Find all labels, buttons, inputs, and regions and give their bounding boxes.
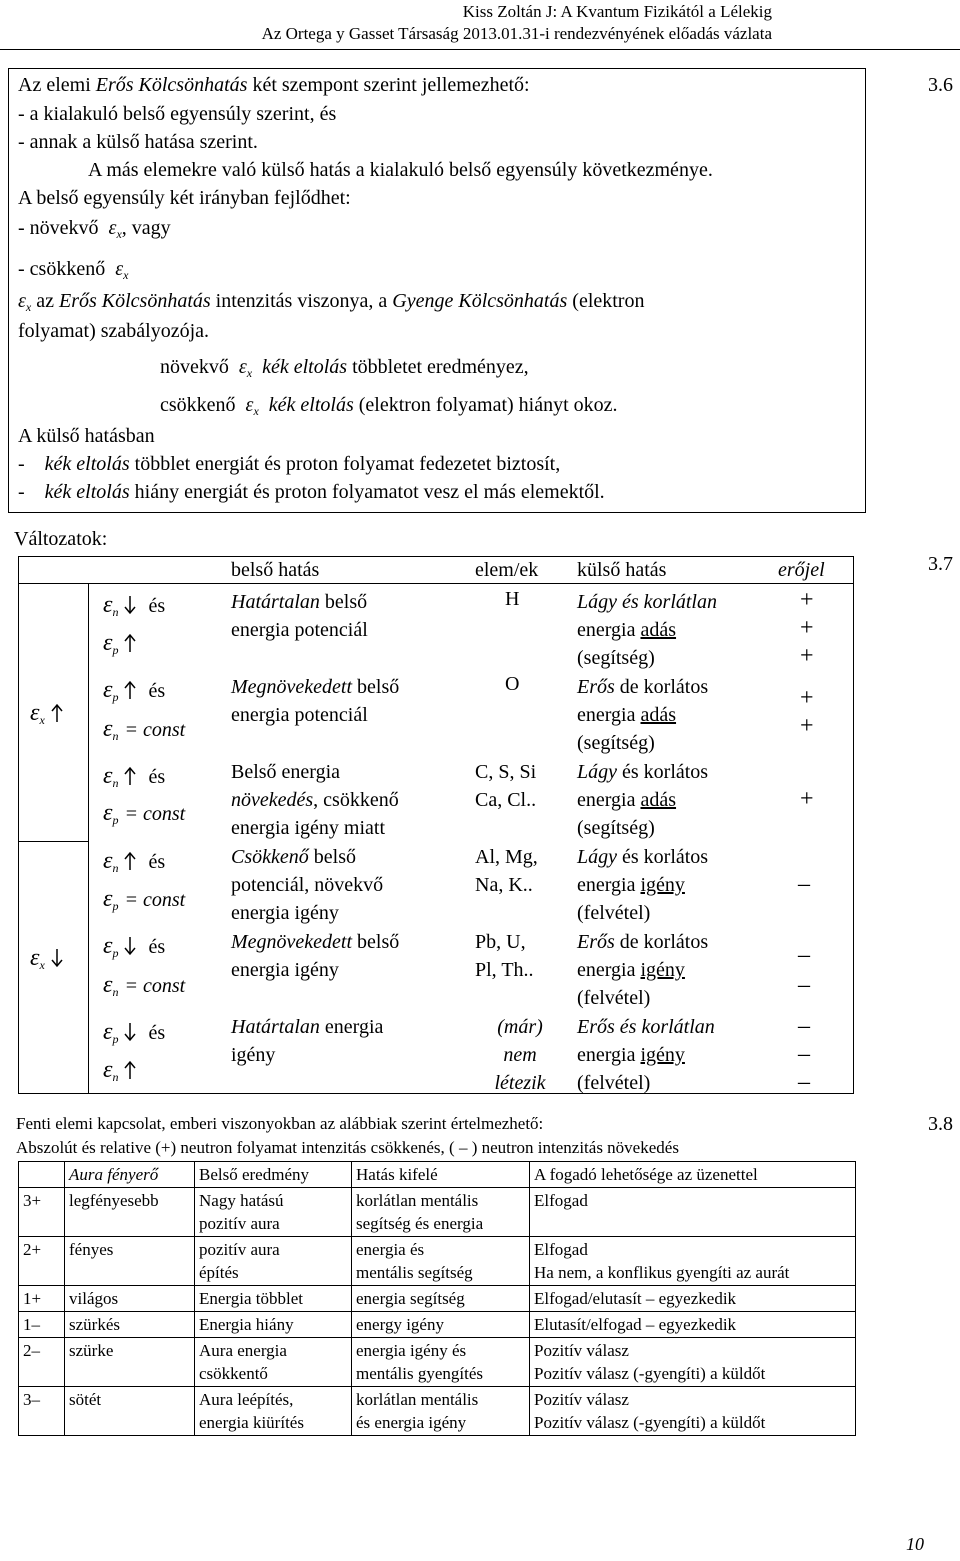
- variants-left-rule: [18, 556, 19, 1094]
- row1-eps-p: $\varepsilon_p$: [103, 630, 142, 658]
- table-cell: sötét: [65, 1387, 195, 1436]
- table-cell: Elutasít/elfogad – egyezkedik: [530, 1312, 856, 1338]
- row4-elem: Al, Mg, Na, K..: [475, 846, 538, 896]
- table-cell: 2–: [19, 1338, 65, 1387]
- variants-eps-x-rule: [88, 583, 89, 1094]
- s36-line-14: - kék eltolás hiány energiát és proton folyamatot vesz el más elemektől.: [18, 481, 605, 503]
- table-cell: szürke: [65, 1338, 195, 1387]
- s36-line-10: növekvő $\varepsilon_x$ kék eltolás többletet eredményez,: [160, 356, 529, 380]
- aura-table-header: [19, 1162, 856, 1188]
- row1-belso-hatas: Határtalan belső energia potenciál: [231, 591, 368, 641]
- table-cell: Nagy hatású pozitív aura: [195, 1188, 352, 1237]
- row4-eps-n: $\varepsilon_n$ és: [103, 848, 166, 875]
- s36-line-4: A más elemekre való külső hatás a kialakuló belső egyensúly következménye.: [88, 159, 713, 181]
- row3-eps-n: $\varepsilon_n$ és: [103, 763, 166, 790]
- aura-header-hatas: Hatás kifelé: [352, 1162, 530, 1188]
- row5-eps-n-const: $\varepsilon_n$ = const: [103, 972, 186, 999]
- row5-belso-hatas: Megnövekedett belső energia igény: [231, 931, 400, 981]
- row6-eps-p: $\varepsilon_p$ és: [103, 1019, 166, 1046]
- col-header-erojel: erőjel: [778, 559, 825, 581]
- table-cell: szürkés: [65, 1312, 195, 1338]
- row1-erojel: + + +: [800, 587, 814, 669]
- arrow-up-icon: [51, 703, 69, 723]
- row2-belso-hatas: Megnövekedett belső energia potenciál: [231, 676, 400, 726]
- row4-kulso-hatas: Lágy és korlátos energia igény (felvétel): [577, 846, 709, 924]
- row4-belso-hatas: Csökkenő belső potenciál, növekvő energia igény: [231, 846, 384, 924]
- row6-erojel: – – –: [798, 1013, 810, 1095]
- arrow-down-icon: [124, 936, 142, 956]
- section-number-3-7: 3.7: [928, 553, 953, 575]
- variants-top-rule: [18, 556, 854, 557]
- row5-elem: Pb, U, Pl, Th..: [475, 931, 534, 981]
- row4-erojel: –: [798, 871, 810, 897]
- col-header-kulso: külső hatás: [577, 559, 667, 581]
- table-cell: energia igény és mentális gyengítés: [352, 1338, 530, 1387]
- aura-table: [18, 1161, 856, 1436]
- aura-header-belso: Belső eredmény: [195, 1162, 352, 1188]
- s38-intro-1: Fenti elemi kapcsolat, emberi viszonyokban az alábbiak szerint értelmezhető:: [16, 1114, 544, 1133]
- row3-eps-p-const: $\varepsilon_p$ = const: [103, 800, 186, 827]
- table-cell: Energia hiány: [195, 1312, 352, 1338]
- aura-header-fogado: A fogadó lehetősége az üzenettel: [530, 1162, 856, 1188]
- table-cell: 3–: [19, 1387, 65, 1436]
- table-cell: Pozitív válasz Pozitív válasz (-gyengíti) a küldőt: [530, 1338, 856, 1387]
- table-cell: Aura leépítés, energia kiürítés: [195, 1387, 352, 1436]
- row5-erojel: – –: [798, 942, 810, 998]
- arrow-down-icon: [124, 595, 142, 615]
- row6-kulso-hatas: Erős és korlátlan energia igény (felvétel): [577, 1016, 715, 1094]
- row1-kulso-hatas: Lágy és korlátlan energia adás (segítség): [577, 591, 717, 669]
- table-row: [19, 1338, 856, 1387]
- arrow-up-icon: [124, 851, 142, 871]
- row1-elem: H: [505, 588, 520, 610]
- arrow-up-icon: [124, 766, 142, 786]
- s36-line-12: A külső hatásban: [18, 425, 155, 447]
- table-cell: energia segítség: [352, 1286, 530, 1312]
- row3-kulso-hatas: Lágy és korlátos energia adás (segítség): [577, 761, 709, 839]
- table-cell: fényes: [65, 1237, 195, 1286]
- row1-eps-n: $\varepsilon_n$ és: [103, 592, 166, 619]
- aura-header-aura: Aura fényerő: [65, 1162, 195, 1188]
- table-row: [19, 1237, 856, 1286]
- table-cell: 2+: [19, 1237, 65, 1286]
- col-header-belso: belső hatás: [231, 559, 320, 581]
- s36-line-11: csökkenő $\varepsilon_x$ kék eltolás (elektron folyamat) hiányt okoz.: [160, 394, 618, 418]
- row5-eps-p: $\varepsilon_p$ és: [103, 933, 166, 960]
- row6-elem: (már) nem létezik: [494, 1016, 546, 1094]
- table-row: [19, 1387, 856, 1436]
- s36-line-13: - kék eltolás többlet energiát és proton folyamat fedezetet biztosít,: [18, 453, 561, 475]
- table-cell: Elfogad: [530, 1188, 856, 1237]
- table-cell: Elfogad Ha nem, a konflikus gyengíti az aurát: [530, 1237, 856, 1286]
- row3-belso-hatas: Belső energia növekedés, csökkenő energia igény miatt: [231, 761, 399, 839]
- table-row: [19, 1188, 856, 1237]
- s36-line-9: folyamat) szabályozója.: [18, 320, 210, 342]
- row2-eps-p: $\varepsilon_p$ és: [103, 677, 166, 704]
- table-cell: Aura energia csökkentő: [195, 1338, 352, 1387]
- table-cell: korlátlan mentális és energia igény: [352, 1387, 530, 1436]
- table-cell: világos: [65, 1286, 195, 1312]
- arrow-up-icon: [124, 1060, 142, 1080]
- table-cell: korlátlan mentális segítség és energia: [352, 1188, 530, 1237]
- s36-line-3: - annak a külső hatása szerint.: [18, 131, 258, 153]
- row5-kulso-hatas: Erős de korlátos energia igény (felvétel): [577, 931, 709, 1009]
- page-number: 10: [906, 1534, 924, 1554]
- table-cell: energy igény: [352, 1312, 530, 1338]
- table-cell: 1+: [19, 1286, 65, 1312]
- arrow-down-icon: [124, 1022, 142, 1042]
- arrow-up-icon: [124, 633, 142, 653]
- s36-line-8: $\varepsilon_x$ az Erős Kölcsönhatás intenzitás viszonya, a Gyenge Kölcsönhatás (elektron: [18, 290, 645, 314]
- row6-belso-hatas: Határtalan energia igény: [231, 1016, 384, 1066]
- variants-group-divider: [18, 841, 88, 842]
- variants-right-rule: [853, 556, 854, 1094]
- row3-elem: C, S, Si Ca, Cl..: [475, 761, 537, 811]
- row6-eps-n: $\varepsilon_n$: [103, 1057, 142, 1085]
- table-cell: Energia többlet: [195, 1286, 352, 1312]
- s38-intro-2: Abszolút és relative (+) neutron folyamat intenzitás csökkenés, ( – ) neutron intenzitás növekedés: [16, 1138, 679, 1157]
- col-header-elem: elem/ek: [475, 559, 539, 581]
- table-row: [19, 1286, 856, 1312]
- table-cell: pozitív aura építés: [195, 1237, 352, 1286]
- s36-line-2: - a kialakuló belső egyensúly szerint, és: [18, 103, 337, 125]
- arrow-down-icon: [51, 948, 69, 968]
- row3-erojel: +: [800, 786, 814, 812]
- s36-line-7: - csökkenő $\varepsilon_x$: [18, 258, 129, 282]
- variants-label: Változatok:: [14, 528, 108, 550]
- row4-eps-p-const: $\varepsilon_p$ = const: [103, 886, 186, 913]
- row2-erojel: + +: [800, 685, 814, 739]
- table-cell: Elfogad/elutasít – egyezkedik: [530, 1286, 856, 1312]
- table-cell: legfényesebb: [65, 1188, 195, 1237]
- s36-line-5: A belső egyensúly két irányban fejlődhet:: [18, 187, 351, 209]
- table-cell: energia és mentális segítség: [352, 1237, 530, 1286]
- table-cell: Pozitív válasz Pozitív válasz (-gyengíti) a küldőt: [530, 1387, 856, 1436]
- s36-line-6: - növekvő $\varepsilon_x$, vagy: [18, 217, 171, 241]
- aura-header-0: [19, 1162, 65, 1188]
- variants-header-rule: [18, 583, 854, 584]
- table-row: [19, 1312, 856, 1338]
- header-event: Az Ortega y Gasset Társaság 2013.01.31-i rendezvényének előadás vázlata: [261, 24, 772, 43]
- row2-eps-n-const: $\varepsilon_n$ = const: [103, 716, 186, 743]
- eps-x-up-group: $\varepsilon_x$: [30, 700, 69, 728]
- header-author-title: Kiss Zoltán J: A Kvantum Fizikától a Lélekig: [462, 2, 772, 21]
- eps-x-down-group: $\varepsilon_x$: [30, 945, 69, 973]
- row2-elem: O: [505, 673, 520, 695]
- row2-kulso-hatas: Erős de korlátos energia adás (segítség): [577, 676, 709, 754]
- table-cell: 3+: [19, 1188, 65, 1237]
- variants-bottom-rule: [18, 1093, 854, 1094]
- section-number-3-6: 3.6: [928, 74, 953, 96]
- header-divider: [0, 49, 960, 50]
- section-number-3-8: 3.8: [928, 1113, 953, 1135]
- table-cell: 1–: [19, 1312, 65, 1338]
- arrow-up-icon: [124, 680, 142, 700]
- s36-line-1: Az elemi Erős Kölcsönhatás két szempont szerint jellemezhető:: [18, 74, 530, 96]
